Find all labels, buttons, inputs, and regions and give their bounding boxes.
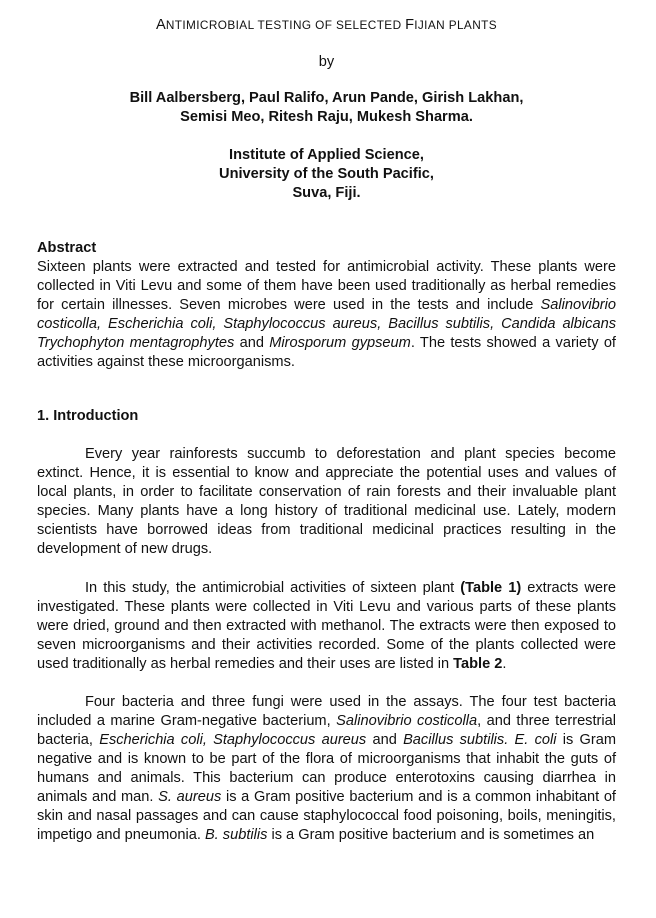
text-run: , and three terrestrial bacteria, (37, 713, 616, 748)
author-list (37, 89, 616, 127)
text-run: Sixteen plants were extracted and tested for antimicrobial activity. These plants were collected in Viti Levu and some of them have been used traditionally as herbal remedies for certain illnesses. Seven microbes were used in the tests and include (37, 259, 616, 313)
title-part: IJIAN PLANTS (414, 18, 497, 32)
species-name: B. subtilis (204, 827, 268, 843)
species-name: S. aureus (158, 789, 222, 805)
introduction-heading: 1. Introduction (37, 408, 139, 424)
species-name: Bacillus subtilis. E. coli (403, 732, 557, 748)
text-run: . (502, 656, 507, 672)
affiliation-line: Suva, Fiji. (292, 185, 361, 201)
abstract-section (37, 239, 616, 372)
table-reference: (Table 1) (460, 580, 522, 596)
author-line: Semisi Meo, Ritesh Raju, Mukesh Sharma. (180, 109, 473, 125)
text-run: is a Gram positive bacterium and is a common inhabitant of skin and nasal passages and can cause staphylococcal food poisoning, boils, meningitis, impetigo and pneumonia. (37, 789, 616, 843)
text-run: extracts were investigated. These plants were collected in Viti Levu and various parts of these plants were dried, ground and then extracted with methanol. The extracts were then exposed to seven microorganisms and their activities recorded. Some of the plants collected were used traditionally as herbal remedies and their uses are listed in (37, 580, 616, 672)
text-run: and (366, 732, 404, 748)
author-line: Bill Aalbersberg, Paul Ralifo, Arun Pande, Girish Lakhan, (129, 90, 524, 106)
species-names: Mirosporum gypseum (269, 335, 411, 351)
text-run: is Gram negative and is known to be part of the flora of microorganisms that inhabit the guts of humans and animals. This bacterium can produce enterotoxins causing diarrhea in animals and man. (37, 732, 616, 805)
table-reference: Table 2 (453, 656, 503, 672)
text-run: In this study, the antimicrobial activities of sixteen plant (85, 580, 461, 596)
title-part: NTIMICROBIAL TESTING OF SELECTED (165, 18, 406, 32)
title-part: F (405, 17, 415, 33)
intro-paragraph-2 (37, 579, 616, 674)
abstract-heading: Abstract (37, 240, 97, 256)
title-part: A (155, 17, 166, 33)
species-name: Salinovibrio costicolla (336, 713, 478, 729)
text-run: Four bacteria and three fungi were used in the assays. The four test bacteria included a marine Gram-negative bacterium, (37, 694, 616, 729)
species-name: Escherichia coli, Staphylococcus aureus (99, 732, 367, 748)
affiliation-line: Institute of Applied Science, (229, 147, 424, 163)
abstract-text (37, 258, 616, 372)
intro-paragraph-3 (37, 693, 616, 845)
text-run: is a Gram positive bacterium and is sometimes an (267, 827, 595, 843)
species-names: Salinovibrio costicolla, Escherichia coli, Staphylococcus aureus, Bacillus subtilis, Candida albicans Trychophyton mentagrophytes (37, 297, 616, 351)
byline: by (318, 54, 335, 70)
intro-paragraph-1: Every year rainforests succumb to deforestation and plant species become extinct. Hence, it is essential to know and appreciate the potential uses and values of local plants, in order to facilitate conservation of rain forests and their invaluable plant species. Many plants have a long history of traditional medicinal use. Lately, modern scientists have borrowed ideas from traditional medicinal practices resulting in the development of new drugs. (37, 446, 616, 557)
affiliation-line: University of the South Pacific, (219, 166, 434, 182)
text-run: . The tests showed a variety of activities against these microorganisms. (37, 335, 616, 370)
text-run: and (234, 335, 270, 351)
affiliation (37, 146, 616, 203)
paper-title (37, 16, 616, 35)
